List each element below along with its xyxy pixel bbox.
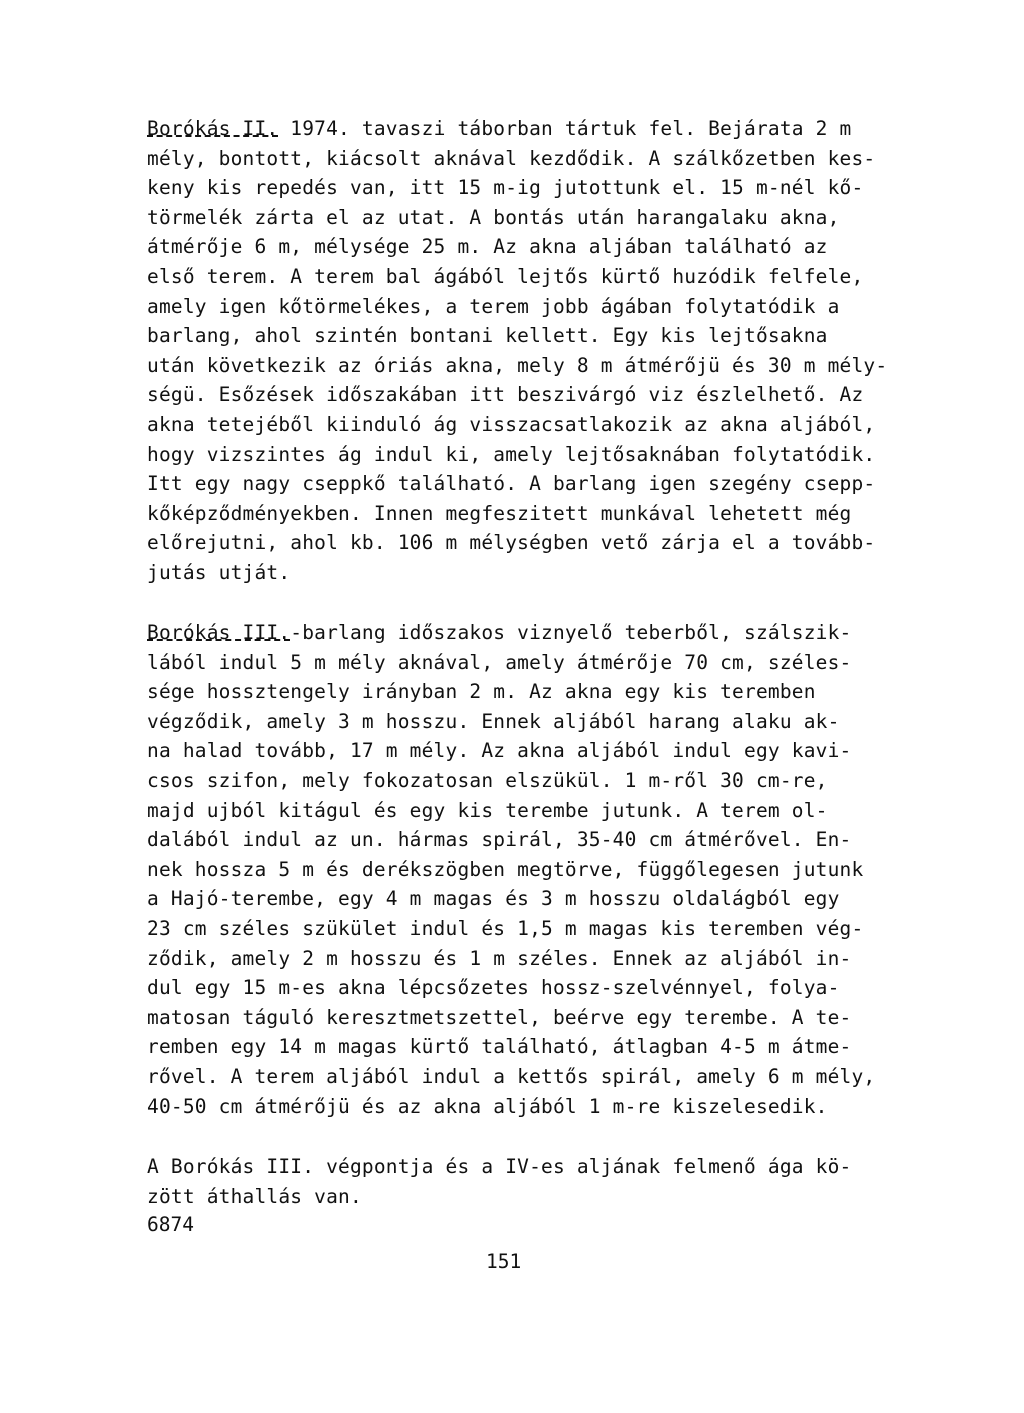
text-line: majd ujból kitágul és egy kis terembe jutunk. A terem ol- <box>147 798 828 822</box>
text-line: rővel. A terem aljából indul a kettős spirál, amely 6 m mély, <box>147 1064 876 1088</box>
text-line: keny kis repedés van, itt 15 m-ig jutottunk el. 15 m-nél kő- <box>147 176 864 200</box>
section-heading: Borókás II. <box>147 117 279 140</box>
text-line: a Hajó-terembe, egy 4 m magas és 3 m hosszu oldalágból egy <box>147 887 840 911</box>
text-line: első terem. A terem bal ágából lejtős kürtő huzódik felfele, <box>147 264 864 288</box>
text-line: zött áthallás van. <box>147 1184 362 1208</box>
text-line: sége hossztengely irányban 2 m. Az akna egy kis teremben <box>147 680 816 704</box>
section-heading: Borókás III. <box>147 621 291 644</box>
text-line: 23 cm széles szükület indul és 1,5 m magas kis teremben vég- <box>147 916 864 940</box>
text-line: átmérője 6 m, mélysége 25 m. Az akna aljában található az <box>147 235 828 259</box>
text-line: hogy vizszintes ág indul ki, amely lejtősaknában folytatódik. <box>147 442 876 466</box>
text-line: csos szifon, mely fokozatosan elszükül. 1 m-ről 30 cm-re, <box>147 768 828 792</box>
text-line: kőképződményekben. Innen megfeszitett munkával lehetett még <box>147 501 852 525</box>
text-line: matosan táguló keresztmetszettel, beérve egy terembe. A te- <box>147 1005 852 1029</box>
document-number: 6874 <box>147 1213 194 1236</box>
text-line: nek hossza 5 m és derékszögben megtörve, függőlegesen jutunk <box>147 857 864 881</box>
text-line: végződik, amely 3 m hosszu. Ennek aljából harang alaku ak- <box>147 709 840 733</box>
text-line: jutás utját. <box>147 560 291 584</box>
text-line: lából indul 5 m mély aknával, amely átmérője 70 cm, széles- <box>147 650 852 674</box>
paragraph-borokas-2 <box>147 114 907 588</box>
text-line: remben egy 14 m magas kürtő található, átlagban 4-5 m átme- <box>147 1035 852 1059</box>
text-line: törmelék zárta el az utat. A bontás után harangalaku akna, <box>147 205 840 229</box>
text-line: dul egy 15 m-es akna lépcsőzetes hossz-szelvénnyel, folya- <box>147 976 840 1000</box>
text-line: ségü. Esőzések időszakában itt beszivárgó viz észlelhető. Az <box>147 383 864 407</box>
text-line: dalából indul az un. hármas spirál, 35-40 cm átmérővel. En- <box>147 828 852 852</box>
paragraph-borokas-3 <box>147 618 907 1121</box>
text-line: Borókás III.-barlang időszakos viznyelő teberből, szálszik- <box>147 621 852 644</box>
text-line: előrejutni, ahol kb. 106 m mélységben vető zárja el a tovább- <box>147 531 876 555</box>
text-line: ződik, amely 2 m hosszu és 1 m széles. Ennek az aljából in- <box>147 946 852 970</box>
text-line: barlang, ahol szintén bontani kellett. Egy kis lejtősakna <box>147 324 828 348</box>
text-line: A Borókás III. végpontja és a IV-es aljának felmenő ága kö- <box>147 1155 852 1178</box>
text-line: Itt egy nagy cseppkő található. A barlang igen szegény csepp- <box>147 472 876 496</box>
text-line: amely igen kőtörmelékes, a terem jobb ágában folytatódik a <box>147 294 840 318</box>
text-line: 40-50 cm átmérőjü és az akna aljából 1 m-re kiszelesedik. <box>147 1094 828 1118</box>
page-number: 151 <box>486 1250 522 1273</box>
paragraph-closing <box>147 1152 907 1211</box>
text-line: Borókás II. 1974. tavaszi táborban tártuk fel. Bejárata 2 m <box>147 117 852 140</box>
text-line: na halad tovább, 17 m mély. Az akna aljából indul egy kavi- <box>147 739 852 763</box>
text-line: akna tetejéből kiinduló ág visszacsatlakozik az akna aljából, <box>147 412 876 436</box>
text-line: után következik az óriás akna, mely 8 m átmérőjü és 30 m mély- <box>147 353 888 377</box>
text-line: mély, bontott, kiácsolt aknával kezdődik. A szálkőzetben kes- <box>147 146 876 170</box>
